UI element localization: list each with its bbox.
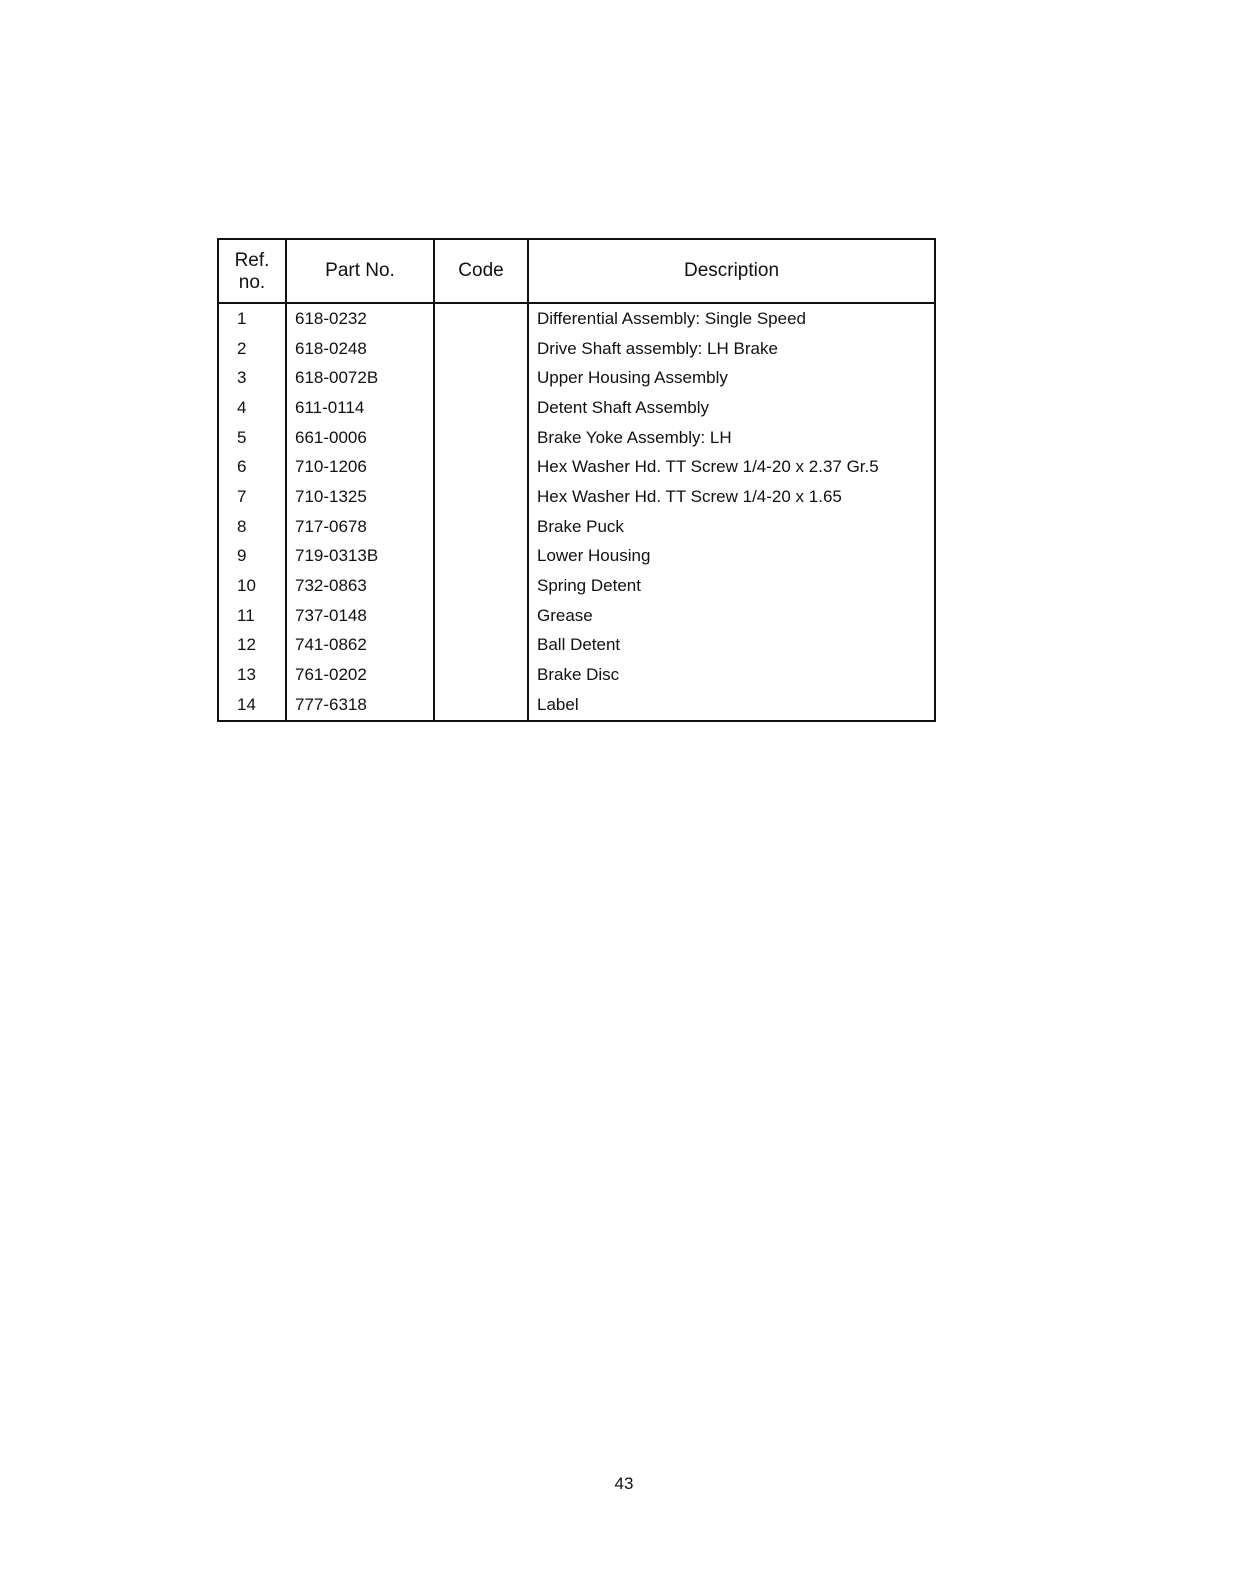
description-cell: Hex Washer Hd. TT Screw 1/4-20 x 2.37 Gr.5 <box>528 452 935 482</box>
part-no-cell: 618-0072B <box>286 363 434 393</box>
ref-no-cell: 4 <box>237 397 247 417</box>
ref-no-cell: 13 <box>237 665 256 685</box>
table-row <box>218 631 935 661</box>
parts-list-table <box>217 238 936 722</box>
ref-no-cell: 11 <box>237 605 255 625</box>
description-cell: Label <box>528 690 935 721</box>
description-cell: Drive Shaft assembly: LH Brake <box>528 334 935 364</box>
ref-no-cell: 9 <box>237 546 247 566</box>
description-header: Description <box>528 239 935 303</box>
table-row <box>218 423 935 453</box>
part-no-cell: 737-0148 <box>286 601 434 631</box>
table-row <box>218 601 935 631</box>
description-cell: Brake Puck <box>528 512 935 542</box>
ref-no-cell: 7 <box>237 486 247 506</box>
code-header: Code <box>434 239 528 303</box>
part-no-cell: 732-0863 <box>286 571 434 601</box>
table-row <box>218 334 935 364</box>
ref-no-cell: 12 <box>237 635 256 655</box>
ref-no-cell: 8 <box>237 516 247 536</box>
ref-no-cell: 3 <box>237 368 247 388</box>
ref-no-cell: 6 <box>237 457 247 477</box>
ref-no-header <box>218 239 286 303</box>
table-row <box>218 542 935 572</box>
part-no-cell: 741-0862 <box>286 631 434 661</box>
part-no-cell: 717-0678 <box>286 512 434 542</box>
description-cell: Ball Detent <box>528 631 935 661</box>
table-row <box>218 690 935 721</box>
code-cell <box>434 482 528 512</box>
code-cell <box>434 512 528 542</box>
code-cell <box>434 542 528 572</box>
part-no-cell: 761-0202 <box>286 660 434 690</box>
table-row <box>218 660 935 690</box>
code-cell <box>434 690 528 721</box>
part-no-cell: 618-0232 <box>286 303 434 334</box>
code-cell <box>434 631 528 661</box>
code-cell <box>434 571 528 601</box>
code-cell <box>434 303 528 334</box>
code-cell <box>434 601 528 631</box>
code-cell <box>434 334 528 364</box>
part-no-cell: 719-0313B <box>286 542 434 572</box>
code-cell <box>434 423 528 453</box>
table-row <box>218 303 935 334</box>
ref-no-cell: 5 <box>237 427 247 447</box>
code-cell <box>434 660 528 690</box>
page-number: 43 <box>614 1474 634 1493</box>
part-no-cell: 611-0114 <box>286 393 434 423</box>
description-cell: Brake Disc <box>528 660 935 690</box>
description-cell: Detent Shaft Assembly <box>528 393 935 423</box>
parts-table-body <box>218 303 935 721</box>
code-cell <box>434 452 528 482</box>
part-no-header: Part No. <box>286 239 434 303</box>
description-cell: Grease <box>528 601 935 631</box>
description-cell: Brake Yoke Assembly: LH <box>528 423 935 453</box>
ref-header-line1: Ref. <box>234 250 270 271</box>
table-row <box>218 393 935 423</box>
part-no-cell: 618-0248 <box>286 334 434 364</box>
table-row <box>218 512 935 542</box>
ref-header-line2: no. <box>238 272 266 293</box>
table-header-row <box>218 239 935 303</box>
part-no-cell: 710-1206 <box>286 452 434 482</box>
code-cell <box>434 363 528 393</box>
table-row <box>218 363 935 393</box>
code-cell <box>434 393 528 423</box>
part-no-cell: 710-1325 <box>286 482 434 512</box>
part-no-cell: 661-0006 <box>286 423 434 453</box>
table-row <box>218 571 935 601</box>
ref-no-cell: 1 <box>237 308 247 328</box>
description-cell: Hex Washer Hd. TT Screw 1/4-20 x 1.65 <box>528 482 935 512</box>
description-cell: Spring Detent <box>528 571 935 601</box>
description-cell: Differential Assembly: Single Speed <box>528 303 935 334</box>
description-cell: Upper Housing Assembly <box>528 363 935 393</box>
part-no-cell: 777-6318 <box>286 690 434 721</box>
table-row <box>218 482 935 512</box>
description-cell: Lower Housing <box>528 542 935 572</box>
table-row <box>218 452 935 482</box>
ref-no-cell: 10 <box>237 576 256 596</box>
ref-no-cell: 2 <box>237 338 247 358</box>
ref-no-cell: 14 <box>237 694 256 714</box>
